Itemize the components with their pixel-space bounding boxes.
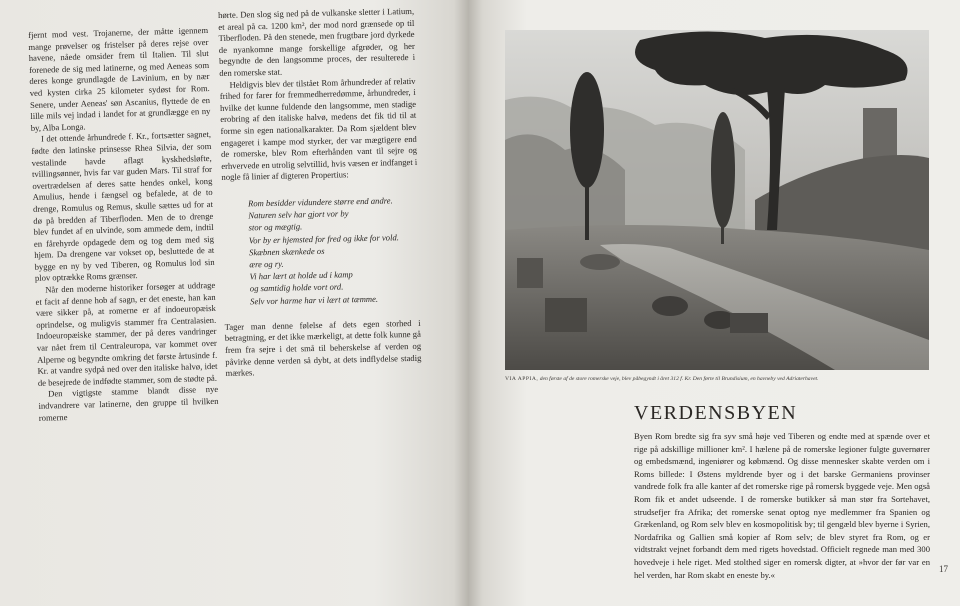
photo-caption <box>505 376 929 382</box>
paragraph: Heldigvis blev der tilstået Rom århundreder af relativ frihed for farer for fremmedherredømme, århundreder, i hvilke det kunne fuldende den langsomme, men stadige erobring af den italiske halvø, medens det fik tid til at forme sin egen nationalkarakter. Da Rom sjældent blev engageret i kampe mod styrker, der var mægtigere end de romerske, blev Rom efterhånden vant til sejre og erhvervede en utrolig selvtillid, hvis væsen er indfanget i nogle få linier af digteren Propertius: <box>219 75 418 183</box>
paragraph: hørte. Den slog sig ned på de vulkanske sletter i Latium, et areal på ca. 1200 km², der mod nord grænsede op til Tiberfloden. På den stenede, men frugtbare jord dyrkede de nyankomne mange forskellige afgrøder, og her begyndte de den langsomme proces, der resulterede i den romerske stat. <box>218 5 416 78</box>
right-body-column <box>634 430 930 581</box>
poem-line: og samtidig holde vort ord. <box>249 281 344 294</box>
poem-line: Vor by er hjemsted for fred og ikke for vold. <box>248 231 399 245</box>
paragraph: Når den moderne historiker forsøger at uddrage et facit af denne hob af sagn, er det eneste, han kan være sikker på, at romerne er af indoeuropæisk oprindelse, og muligvis stammer fra Centralasien. Indoeuropæiske stammer, der på deres vandringer var nået frem til Centraleuropa, var kommet over Alperne og begyndte omkring det første årtusinde f. Kr. at vandre sydpå ned over den italiske halvø, idet de besejrede de indfødte stammer, som de stødte på. <box>35 279 218 388</box>
poem-line: ære og ry. <box>249 258 284 270</box>
left-column-1 <box>28 25 219 424</box>
paragraph: I det ottende århundrede f. Kr., fortsætter sagnet, fødte den latinske prinsesse Rhea Silvia, der som vestalinde havde aflagt kyskhedsløfte, tvillingsønner, hvis far var guden Mars. Til straf for overtrædelsen af deres satte hendes onkel, kong Amulius, hende i fængsel og befalede, at de to drenge, Romulus og Remus, skulle sættes ud for at dø på bredden af Tiberfloden. Men de to drenge blev fundet af en ulvinde, som ammede dem, indtil en fårehyrde opdagede dem og tog dem med sig hjem. Da drengene var vokset op, besluttede de at bygge en ny by ved Tiberen, og Romulus lod sin plov optrække Roms grænser. <box>31 129 215 284</box>
poem-line: Rom besidder vidundere større end andre. <box>247 195 393 209</box>
via-appia-photo <box>505 30 929 370</box>
page-number: 17 <box>939 564 948 574</box>
paragraph: fjernt mod vest. Trojanerne, der måtte igennem mange prøvelser og fristelser på deres rejse over havene, nåede omsider frem til Italien. Til slut forenede de sig med latinerne, og med Aeneas som deres konge grundlagde de Lavinium, en by nær ved kysten cirka 25 kilometer sydøst for Rom. Senere, under Aeneas' søn Ascanius, flyttede de en lille mils vej indad i landet for at grundlægge en ny by, Alba Longa. <box>28 24 211 133</box>
paragraph: Tager man denne følelse af dets egen storhed i betragtning, er det ikke mærkeligt, at dette folk kunne gå frem fra sejre i det små til beherskelse af verden og påvirke denne verden så dybt, at dets indflydelse stadig mærkes. <box>224 317 422 379</box>
poem-line: Selv vor harme har vi lært at tæmme. <box>249 293 379 306</box>
left-page <box>0 0 468 606</box>
poem-line: stor og mægtig. <box>248 221 303 233</box>
paragraph: Byen Rom bredte sig fra syv små høje ved Tiberen og endte med at spænde over et rige på adskillige millioner km². I hælene på de romerske legioner fulgte guvernører og embedsmænd, ingeniører og købmænd. Og disse mennesker skabte verden om i Roms billede: I Østens myldrende byer og i det barske Germaniens provinser vandrede folk fra alle kanter af det romerske rige på romersk byggede veje. Men også Rom fik et andet udseende. I de romerske butikker så man stør fra Sortehavet, strudsefjer fra Afrika; det romerske senat optog nye medlemmer fra Spanien og Grækenland, og Rom selv blev en kosmopolitisk by; til gengæld blev byerne i Syrien, Nordafrika og Gallien små kopier af Rom selv; de blev styret fra Rom, og er vidtstrakt vejnet forbandt dem med rigets hovedstad. Officielt regnede man med 300 hovedveje i hele riget. Med stolthed siger en romersk digter, at »hvor der før var en hel verden, har Rom skabt en eneste by.« <box>634 431 930 580</box>
poem-line: Skæbnen skænkede os <box>248 245 325 258</box>
photo-illustration <box>505 30 929 370</box>
caption-lead: VIA APPIA, <box>505 376 539 382</box>
poem-quote <box>248 194 420 307</box>
section-heading: VERDENSBYEN <box>634 402 798 424</box>
paragraph: Den vigtigste stamme blandt disse nye indvandrere var latinerne, den gruppe til hvilken romerne <box>38 384 219 423</box>
caption-text: den første af de store romerske veje, blev påbegyndt i året 312 f. Kr. Den førte til Brundisium, en havneby ved Adriaterhavet. <box>539 376 819 382</box>
poem-line: Vi har lært at holde ud i kamp <box>249 269 353 282</box>
left-column-2 <box>218 6 422 380</box>
poem-line: Naturen selv har gjort vor by <box>248 208 349 221</box>
